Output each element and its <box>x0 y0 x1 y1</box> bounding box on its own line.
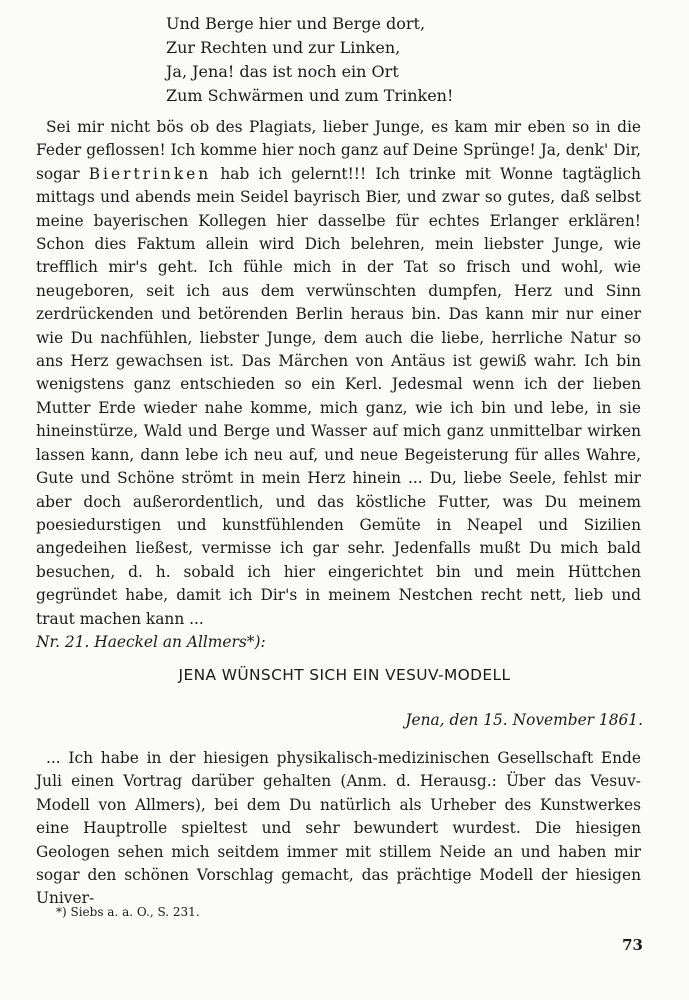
poem-line: Ja, Jena! das ist noch ein Ort <box>166 62 399 81</box>
poem-line: Und Berge hier und Berge dort, <box>166 14 426 33</box>
poem-stanza <box>166 12 453 108</box>
section-body-text: ... Ich habe in der hiesigen physikalisch-medizinischen Gesellschaft Ende Juli einen Vortrag darüber gehalten (Anm. d. Herausg.: Über das Vesuv-Modell von Allmers), bei dem Du natürlich als Urheber des Kunstwerkes eine Hauptrolle spieltest und sehr bewundert wurdest. Die hiesigen Geologen sehen mich seitdem immer mit stillem Neide an und haben mir sogar den schönen Vorschlag gemacht, das prächtige Modell der hiesigen Univer- <box>36 749 641 908</box>
section-body <box>36 747 641 911</box>
page-number: 73 <box>622 936 643 954</box>
section-title: JENA WÜNSCHT SICH EIN VESUV-MODELL <box>178 666 511 684</box>
letter-text-part2: hab ich gelernt!!! Ich trinke mit Wonne tagtäglich mittags und abends mein Seidel bayrisch Bier, und zwar so gutes, daß selbst meine bayerischen Kollegen hier dasselbe für echtes Erlanger erklären! Schon dies Faktum allein wird Dich belehren, mein liebster Junge, wie trefflich mir's geht. Ich fühle mich in der Tat so frisch und wohl, wie neugeboren, seit ich aus dem verwünschten dumpfen, Herz und Sinn zerdrückenden und betörenden Berlin heraus bin. Das kann mir nur einer wie Du nachfühlen, liebster Junge, dem auch die liebe, herrliche Natur so ans Herz gewachsen ist. Das Märchen von Antäus ist gewiß wahr. Ich bin wenigstens ganz entschieden so ein Kerl. Jedesmal wenn ich der lieben Mutter Erde wieder nahe komme, mich ganz, wie ich bin und lebe, in sie hineinstürze, Wald und Berge und Wasser auf mich ganz unmittelbar wirken lassen kann, dann lebe ich neu auf, und neue Begeisterung für alles Wahre, Gute und Schöne strömt in mein Herz hinein ... Du, liebe Seele, fehlst mir aber doch außerordentlich, und das köstliche Futter, was Du meinem poesiedurstigen und kunstfühlenden Gemüte in Neapel und Sizilien angedeihen ließest, vermisse ich gar sehr. Jedenfalls mußt Du mich bald besuchen, d. h. sobald ich hier eingerichtet bin und mein Hüttchen gegründet habe, damit ich Dir's in meinem Nestchen recht nett, lieb und traut machen kann ... <box>36 164 641 628</box>
letter-reference: Nr. 21. Haeckel an Allmers*): <box>36 633 266 651</box>
letter-spaced-word: Biertrinken <box>88 164 212 183</box>
letter-text-part1: Sei mir nicht bös ob des Plagiats, lieber Junge, es kam mir eben so in die Feder geflossen! Ich komme hier noch ganz auf Deine Sprünge! Ja, denk' Dir, sogar <box>36 118 641 183</box>
poem-line: Zum Schwärmen und zum Trinken! <box>166 86 454 105</box>
letter-paragraph <box>36 116 641 631</box>
footnote: *) Siebs a. a. O., S. 231. <box>56 905 200 919</box>
poem-line: Zur Rechten und zur Linken, <box>166 38 401 57</box>
dateline: Jena, den 15. November 1861. <box>405 711 643 729</box>
